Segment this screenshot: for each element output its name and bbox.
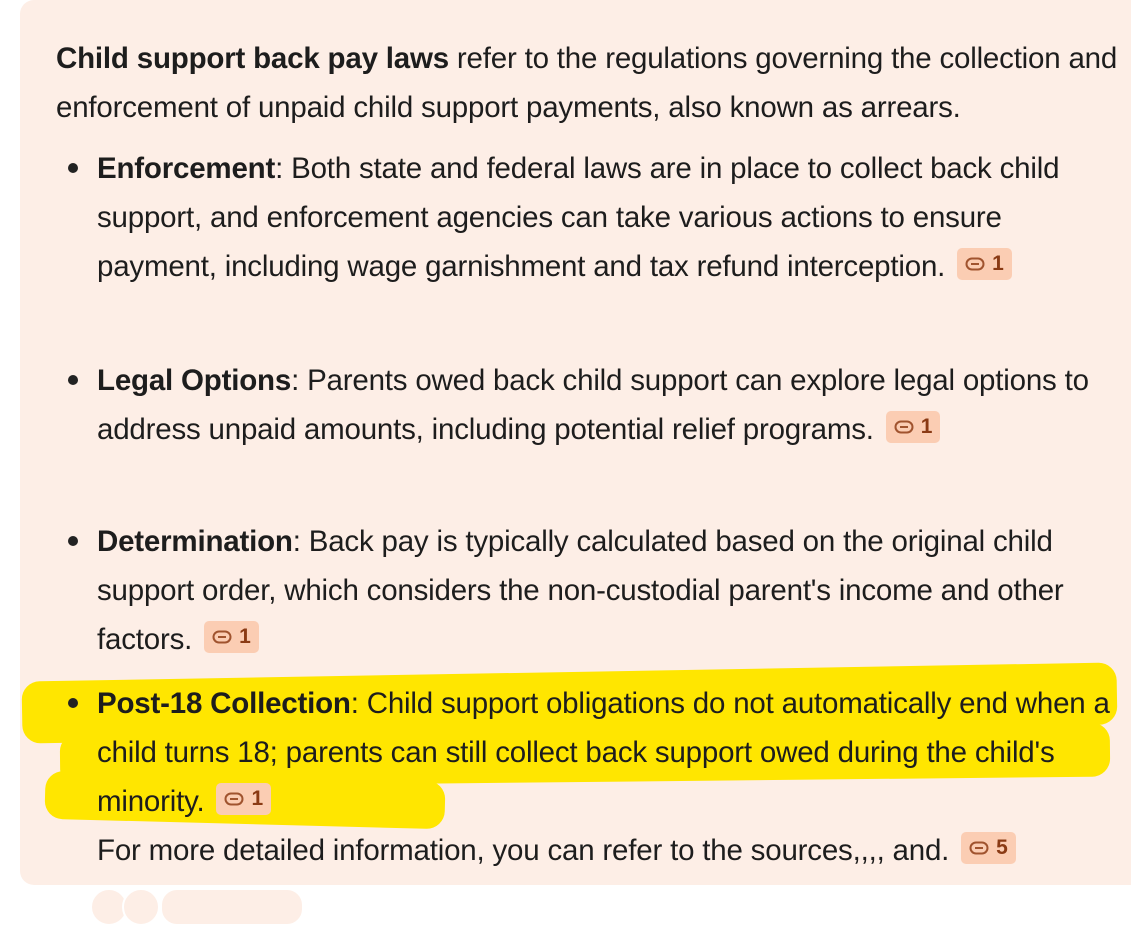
bullet-dot: [68, 163, 78, 173]
bullet-title: Enforcement: [97, 152, 276, 185]
citation-badge[interactable]: [961, 832, 1015, 864]
link-icon: [894, 420, 914, 434]
citation-badge[interactable]: [204, 621, 258, 653]
citation-count: 1: [920, 415, 933, 439]
citation-badge[interactable]: [886, 411, 940, 443]
footer-text: For more detailed information, you can refer to the sources,,,, and.: [97, 834, 950, 867]
intro-paragraph: [56, 34, 1131, 132]
link-icon: [212, 630, 232, 644]
bullet-title: Post-18 Collection: [97, 687, 351, 720]
citation-count: 1: [239, 625, 251, 649]
bullet-dot: [68, 698, 78, 708]
bullet-text: : Back pay is typically calculated based on the original child support order, which considers the non-custodial parent's income and other factors.: [97, 525, 1064, 656]
list-item-determination: [97, 517, 1127, 664]
citation-count: 1: [251, 787, 263, 811]
list-item-legal-options: [97, 356, 1127, 454]
bullet-text: : Parents owed back child support can explore legal options to address unpaid amounts, including potential relief programs.: [97, 364, 1089, 446]
citation-count: 1: [992, 252, 1004, 276]
intro-text: refer to the regulations governing the collection and enforcement of unpaid child support payments, also known as arrears.: [56, 42, 1118, 124]
list-item-enforcement: [97, 144, 1127, 291]
bullet-title: Determination: [97, 525, 293, 558]
list-item-post-18-collection: [97, 679, 1127, 826]
citation-badge[interactable]: [216, 783, 270, 815]
footer-sources-line: [97, 826, 1127, 875]
citation-badge[interactable]: [957, 248, 1011, 280]
source-avatar[interactable]: [122, 888, 160, 926]
bullet-text: : Both state and federal laws are in place to collect back child support, and enforcement agencies can take various actions to ensure payment, including wage garnishment and tax refund interception.: [97, 152, 1060, 283]
link-icon: [969, 841, 989, 855]
sources-pill[interactable]: [160, 888, 304, 926]
bullet-dot: [68, 536, 78, 546]
bullet-dot: [68, 375, 78, 385]
citation-count: 5: [996, 836, 1008, 860]
bullet-text: : Child support obligations do not automatically end when a child turns 18; parents can still collect back support owed during the child's minority.: [97, 687, 1110, 818]
bullet-title: Legal Options: [97, 364, 292, 397]
intro-bold: Child support back pay laws: [56, 42, 449, 75]
link-icon: [965, 257, 985, 271]
link-icon: [224, 792, 244, 806]
